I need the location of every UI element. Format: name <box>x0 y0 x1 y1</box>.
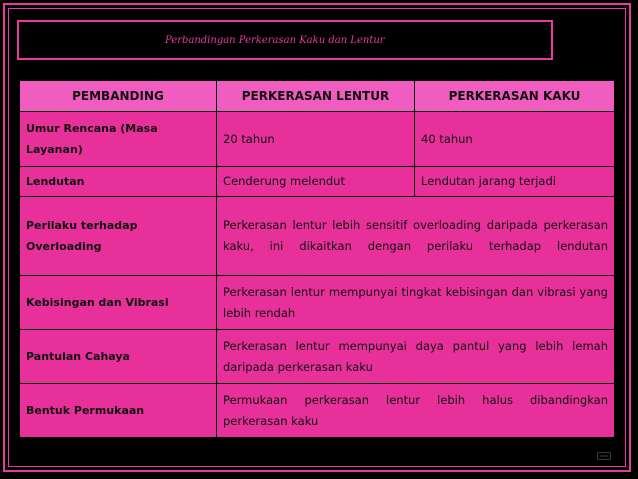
header-pembanding: PEMBANDING <box>20 81 217 112</box>
cell-merged: Perkerasan lentur mempunyai tingkat kebisingan dan vibrasi yang lebih rendah <box>217 276 615 330</box>
row-label: Perilaku terhadap Overloading <box>20 197 217 276</box>
cell-lentur: 20 tahun <box>217 112 415 167</box>
cell-kaku: Lendutan jarang terjadi <box>415 167 615 197</box>
slide-title: Perbandingan Perkerasan Kaku dan Lentur <box>165 35 385 46</box>
header-perkerasan-lentur: PERKERASAN LENTUR <box>217 81 415 112</box>
row-label: Umur Rencana (Masa Layanan) <box>20 112 217 167</box>
table-row <box>20 167 615 197</box>
table-row <box>20 197 615 276</box>
table-row <box>20 384 615 438</box>
table-row <box>20 276 615 330</box>
header-perkerasan-kaku: PERKERASAN KAKU <box>415 81 615 112</box>
cell-kaku: 40 tahun <box>415 112 615 167</box>
cell-merged: Perkerasan lentur lebih sensitif overloading daripada perkerasan kaku, ini dikaitkan dengan perilaku terhadap lendutan <box>217 197 615 276</box>
comparison-table <box>19 80 615 438</box>
row-label: Lendutan <box>20 167 217 197</box>
table-row <box>20 112 615 167</box>
slide-nav-icon[interactable] <box>597 452 611 460</box>
cell-lentur: Cenderung melendut <box>217 167 415 197</box>
table-header-row <box>20 81 615 112</box>
cell-merged: Permukaan perkerasan lentur lebih halus dibandingkan perkerasan kaku <box>217 384 615 438</box>
table-row <box>20 330 615 384</box>
cell-merged: Perkerasan lentur mempunyai daya pantul yang lebih lemah daripada perkerasan kaku <box>217 330 615 384</box>
title-box <box>17 20 553 60</box>
row-label: Kebisingan dan Vibrasi <box>20 276 217 330</box>
row-label: Pantulan Cahaya <box>20 330 217 384</box>
row-label: Bentuk Permukaan <box>20 384 217 438</box>
